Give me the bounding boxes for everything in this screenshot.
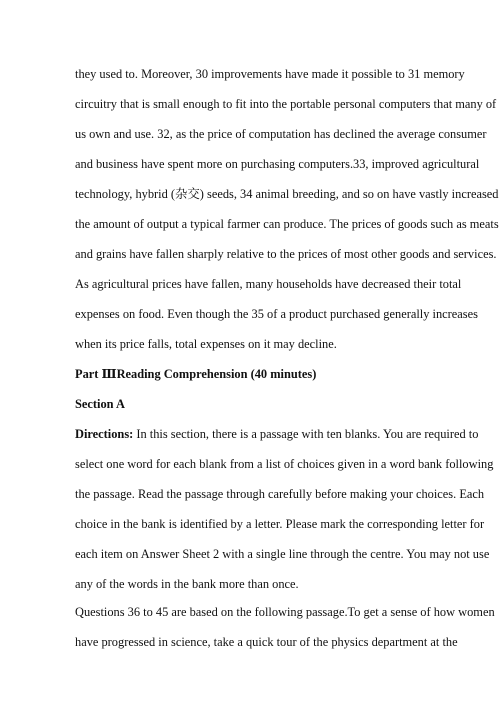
passage-line: expenses on food. Even though the 35 of a product purchased generally increases [75, 307, 478, 321]
section-heading: Section A [75, 397, 125, 411]
passage-line: the amount of output a typical farmer can produce. The prices of goods such as meats [75, 217, 499, 231]
questions-line: have progressed in science, take a quick tour of the physics department at the [75, 635, 458, 649]
directions-line: each item on Answer Sheet 2 with a single line through the centre. You may not use [75, 547, 490, 561]
passage-line: As agricultural prices have fallen, many households have decreased their total [75, 277, 462, 291]
part-heading: Part ⅢReading Comprehension (40 minutes) [75, 367, 317, 381]
passage-line: they used to. Moreover, 30 improvements have made it possible to 31 memory [75, 67, 465, 81]
directions-line: any of the words in the bank more than once. [75, 577, 299, 591]
directions-line: the passage. Read the passage through carefully before making your choices. Each [75, 487, 485, 501]
directions-line: select one word for each blank from a list of choices given in a word bank following [75, 457, 494, 471]
passage-line: when its price falls, total expenses on it may decline. [75, 337, 337, 351]
passage-line: technology, hybrid (杂交) seeds, 34 animal breeding, and so on have vastly increased [75, 187, 499, 201]
directions-label: Directions: [75, 427, 134, 441]
passage-line: us own and use. 32, as the price of computation has declined the average consumer [75, 127, 487, 141]
passage-line: and grains have fallen sharply relative to the prices of most other goods and services. [75, 247, 497, 261]
directions-text: In this section, there is a passage with ten blanks. You are required to [133, 427, 479, 441]
directions-first-line [75, 426, 479, 442]
passage-line: and business have spent more on purchasing computers.33, improved agricultural [75, 157, 480, 171]
questions-line: Questions 36 to 45 are based on the following passage.To get a sense of how women [75, 605, 495, 619]
passage-line: circuitry that is small enough to fit into the portable personal computers that many of [75, 97, 497, 111]
directions-line: choice in the bank is identified by a letter. Please mark the corresponding letter for [75, 517, 485, 531]
